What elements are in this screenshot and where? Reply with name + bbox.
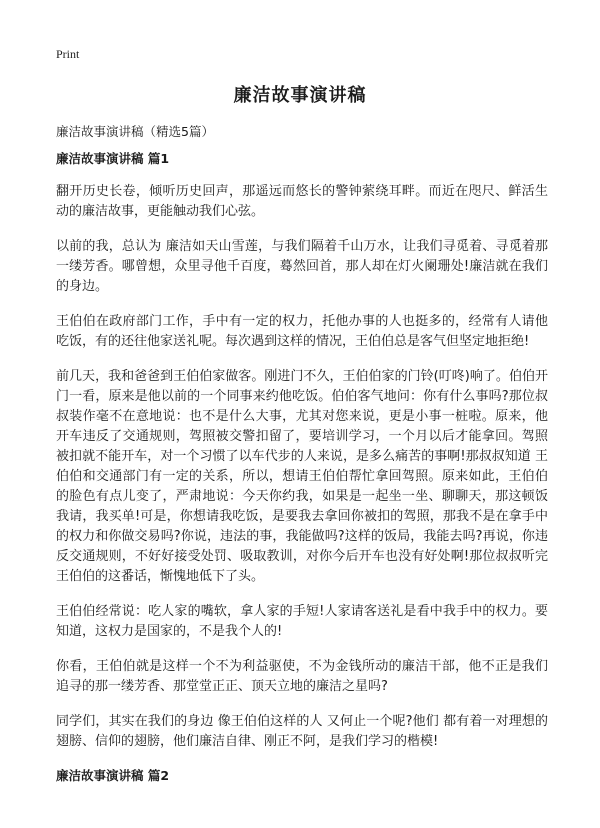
document-body (56, 150, 548, 799)
paragraph-6: 你看，王伯伯就是这样一个不为利益驱使，不为金钱所动的廉洁干部，他不正是我们追寻的那一缕芳香、那堂堂正正、顶天立地的廉洁之星吗? (56, 659, 548, 694)
print-link[interactable]: Print (56, 47, 80, 61)
paragraph-3: 王伯伯在政府部门工作，手中有一定的权力，托他办事的人也挺多的，经常有人请他吃饭，有的还往他家送礼呢。每次遇到这样的情况，王伯伯总是客气但坚定地拒绝! (56, 314, 548, 349)
section-heading-2: 廉洁故事演讲稿 篇2 (56, 768, 170, 783)
paragraph-4: 前几天，我和爸爸到王伯伯家做客。刚进门不久，王伯伯家的门铃(叮咚)响了。伯伯开门一看，原来是他以前的一个同事来约他吃饭。伯伯客气地问：你有什么事吗?那位叔叔装作毫不在意地说：也不是什么大事，尤其对您来说，更是小事一桩啦。原来，他开车违反了交通规则，驾照被交警扣留了，要培训学习，一个月以后才能拿回。驾照被扣就不能开车，对一个习惯了以车代步的人来说，是多么痛苦的事啊!那叔叔知道 王伯伯和交通部门有一定的关系，所以，想请王伯伯帮忙拿回驾照。原来如此，王伯伯的脸色有点儿变了，严肃地说：今天你约我，如果是一起坐一坐、聊聊天，那这顿饭我请，我买单!可是，你想请我吃饭，是要我去拿回你被扣的驾照，那我不是在拿手中的权力和你做交易吗?你说，违法的事，我能做吗?这样的饭局，我能去吗?再说，你违反交通规则，不好好接受处罚、吸取教训，对你今后开车也没有好处啊!那位叔叔听完王伯伯的这番话，惭愧地低下了头。 (56, 369, 548, 584)
paragraph-1: 翻开历史长卷，倾听历史回声，那遥远而悠长的警钟萦绕耳畔。而近在咫尺、鲜活生动的廉洁故事，更能触动我们心弦。 (56, 184, 548, 219)
page-title: 廉洁故事演讲稿 (233, 85, 367, 106)
paragraph-7: 同学们，其实在我们的身边 像王伯伯这样的人 又何止一个呢?他们 都有着一对理想的翅膀、信仰的翅膀，他们廉洁自律、刚正不阿，是我们学习的楷模! (56, 714, 548, 749)
document-subtitle: 廉洁故事演讲稿（精选5篇） (56, 124, 214, 139)
paragraph-5: 王伯伯经常说：吃人家的嘴软，拿人家的手短!人家请客送礼是看中我手中的权力。要知道，这权力是国家的，不是我个人的! (56, 604, 548, 639)
paragraph-2: 以前的我，总认为 廉洁如天山雪莲，与我们隔着千山万水，让我们寻觅着、寻觅着那一缕芳香。哪曾想，众里寻他千百度，蓦然回首，那人却在灯火阑珊处!廉洁就在我们的身边。 (56, 239, 548, 294)
section-heading-1: 廉洁故事演讲稿 篇1 (56, 151, 170, 166)
